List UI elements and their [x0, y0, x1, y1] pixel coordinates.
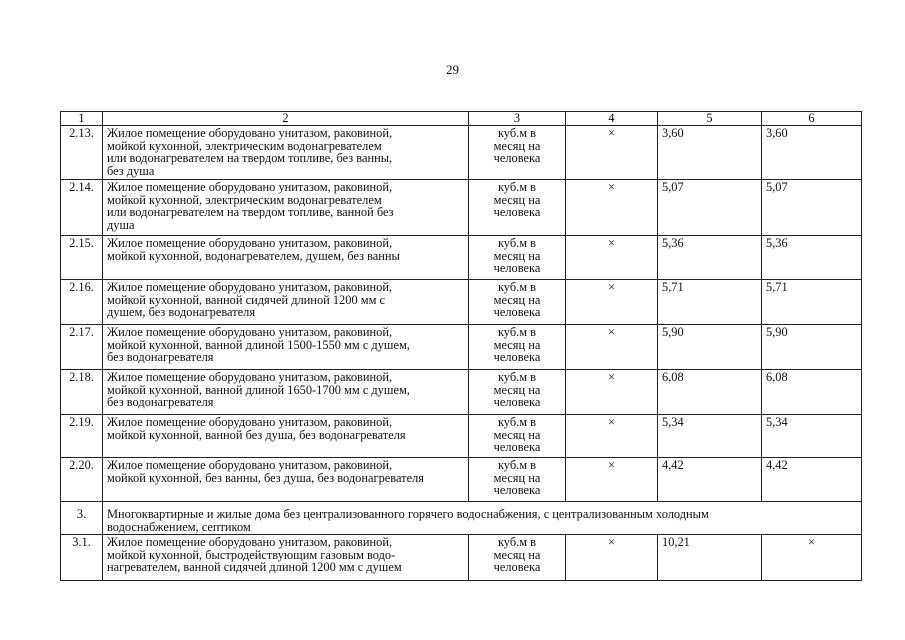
- row-col5-value-cell: 6,08: [658, 370, 762, 415]
- row-col6-value-cell: 5,71: [762, 280, 862, 325]
- description-line: Жилое помещение оборудовано унитазом, раковиной,: [107, 126, 393, 140]
- row-col4-cell: ×: [566, 535, 658, 581]
- row-number-cell: 2.18.: [61, 370, 103, 415]
- description-line: без водонагревателя: [107, 350, 214, 364]
- row-description-cell: [103, 535, 469, 581]
- header-cell-4: 4: [566, 112, 658, 126]
- table-row: [61, 180, 862, 236]
- row-unit-cell: [469, 236, 566, 280]
- table-row: [61, 370, 862, 415]
- unit-line: человека: [493, 350, 541, 364]
- row-col6-value-cell: 5,36: [762, 236, 862, 280]
- row-description-cell: [103, 370, 469, 415]
- unit-line: куб.м в: [497, 535, 537, 549]
- description-line: мойкой кухонной, ванной без душа, без водонагревателя: [107, 427, 406, 442]
- description-line: мойкой кухонной, ванной длиной 1650-1700 мм с душем,: [107, 382, 410, 397]
- row-description-cell: [103, 415, 469, 458]
- table-row: [61, 415, 862, 458]
- description-line: без водонагревателя: [107, 395, 214, 409]
- row-description-cell: [103, 325, 469, 370]
- description-line: Жилое помещение оборудовано унитазом, раковиной,: [107, 458, 393, 472]
- row-unit-cell: [469, 325, 566, 370]
- row-description-cell: [103, 236, 469, 280]
- page-number: 29: [446, 62, 459, 77]
- row-col5-value-cell: 5,07: [658, 180, 762, 236]
- description-line: душа: [107, 217, 135, 232]
- row-unit-cell: [469, 535, 566, 581]
- description-line: Жилое помещение оборудовано унитазом, раковиной,: [107, 236, 393, 250]
- unit-line: месяц на: [493, 470, 541, 485]
- table-header-row: [61, 112, 862, 126]
- section-title-line: водоснабжением, септиком: [107, 519, 251, 534]
- unit-line: куб.м в: [497, 370, 537, 384]
- unit-line: куб.м в: [497, 236, 537, 250]
- table-row: [61, 236, 862, 280]
- consumption-norms-table: [60, 111, 862, 581]
- description-line: или водонагревателем на твердом топливе, без ванны,: [107, 151, 393, 165]
- header-cell-1: 1: [61, 112, 103, 126]
- row-unit-cell: [469, 458, 566, 502]
- row-unit-cell: [469, 180, 566, 236]
- table-row: [61, 535, 862, 581]
- row-unit-cell: [469, 126, 566, 180]
- row-col4-cell: ×: [566, 458, 658, 502]
- unit-line: человека: [493, 151, 541, 165]
- row-number-cell: 2.16.: [61, 280, 103, 325]
- row-col4-cell: ×: [566, 325, 658, 370]
- description-line: Жилое помещение оборудовано унитазом, раковиной,: [107, 180, 393, 194]
- unit-line: куб.м в: [497, 325, 537, 339]
- unit-line: месяц на: [493, 427, 541, 442]
- unit-line: месяц на: [493, 192, 541, 207]
- section-title-line: Многоквартирные и жилые дома без централизованного горячего водоснабжения, с централизованным холодным: [107, 507, 709, 521]
- header-cell-5: 5: [658, 112, 762, 126]
- row-col5-value-cell: 5,34: [658, 415, 762, 458]
- row-col5-value-cell: 5,36: [658, 236, 762, 280]
- table-row: [61, 280, 862, 325]
- unit-line: человека: [493, 440, 541, 454]
- description-line: мойкой кухонной, электрическим водонагревателем: [107, 192, 382, 207]
- unit-line: куб.м в: [497, 415, 537, 429]
- row-col6-value-cell: 5,07: [762, 180, 862, 236]
- row-col5-value-cell: 10,21: [658, 535, 762, 581]
- header-cell-6: 6: [762, 112, 862, 126]
- section-row: [61, 502, 862, 535]
- unit-line: человека: [493, 205, 541, 219]
- section-number-cell: 3.: [61, 502, 103, 535]
- row-description-cell: [103, 126, 469, 180]
- row-col5-value-cell: 5,90: [658, 325, 762, 370]
- row-col6-value-cell: 6,08: [762, 370, 862, 415]
- row-number-cell: 2.19.: [61, 415, 103, 458]
- row-description-cell: [103, 458, 469, 502]
- unit-line: человека: [493, 305, 541, 319]
- row-col6-value-cell: 4,42: [762, 458, 862, 502]
- row-col4-cell: ×: [566, 370, 658, 415]
- description-line: или водонагревателем на твердом топливе, ванной без: [107, 205, 394, 219]
- row-unit-cell: [469, 415, 566, 458]
- description-line: мойкой кухонной, электрическим водонагревателем: [107, 138, 382, 153]
- row-col4-cell: ×: [566, 126, 658, 180]
- unit-line: человека: [493, 483, 541, 497]
- row-description-cell: [103, 280, 469, 325]
- row-col4-cell: ×: [566, 236, 658, 280]
- row-col5-value-cell: 5,71: [658, 280, 762, 325]
- unit-line: месяц на: [493, 547, 541, 562]
- row-unit-cell: [469, 280, 566, 325]
- table-row: [61, 458, 862, 502]
- description-line: нагревателем, ванной сидячей длиной 1200 мм с душем: [107, 560, 402, 574]
- row-col5-value-cell: 4,42: [658, 458, 762, 502]
- row-col6-value-cell: ×: [762, 535, 862, 581]
- header-cell-2: 2: [103, 112, 469, 126]
- unit-line: месяц на: [493, 138, 541, 153]
- unit-line: человека: [493, 395, 541, 409]
- unit-line: месяц на: [493, 337, 541, 352]
- description-line: мойкой кухонной, ванной сидячей длиной 1200 мм с: [107, 292, 386, 307]
- row-number-cell: 2.14.: [61, 180, 103, 236]
- unit-line: куб.м в: [497, 280, 537, 294]
- row-col4-cell: ×: [566, 415, 658, 458]
- description-line: без душа: [107, 163, 155, 178]
- unit-line: месяц на: [493, 292, 541, 307]
- row-number-cell: 2.13.: [61, 126, 103, 180]
- row-unit-cell: [469, 370, 566, 415]
- unit-line: человека: [493, 261, 541, 275]
- row-col6-value-cell: 5,34: [762, 415, 862, 458]
- description-line: мойкой кухонной, водонагревателем, душем, без ванны: [107, 248, 400, 263]
- description-line: душем, без водонагревателя: [107, 305, 256, 319]
- unit-line: месяц на: [493, 248, 541, 263]
- row-number-cell: 2.15.: [61, 236, 103, 280]
- unit-line: куб.м в: [497, 180, 537, 194]
- row-col5-value-cell: 3,60: [658, 126, 762, 180]
- description-line: мойкой кухонной, ванной длиной 1500-1550 мм с душем,: [107, 337, 410, 352]
- unit-line: куб.м в: [497, 458, 537, 472]
- row-col4-cell: ×: [566, 180, 658, 236]
- row-number-cell: 3.1.: [61, 535, 103, 581]
- unit-line: куб.м в: [497, 126, 537, 140]
- description-line: мойкой кухонной, быстродействующим газовым водо-: [107, 547, 396, 562]
- description-line: Жилое помещение оборудовано унитазом, раковиной,: [107, 280, 393, 294]
- description-line: Жилое помещение оборудовано унитазом, раковиной,: [107, 415, 393, 429]
- row-col6-value-cell: 5,90: [762, 325, 862, 370]
- description-line: Жилое помещение оборудовано унитазом, раковиной,: [107, 535, 393, 549]
- row-number-cell: 2.20.: [61, 458, 103, 502]
- unit-line: человека: [493, 560, 541, 574]
- description-line: Жилое помещение оборудовано унитазом, раковиной,: [107, 325, 393, 339]
- row-col6-value-cell: 3,60: [762, 126, 862, 180]
- row-number-cell: 2.17.: [61, 325, 103, 370]
- header-cell-3: 3: [469, 112, 566, 126]
- row-col4-cell: ×: [566, 280, 658, 325]
- section-title-cell: [103, 502, 862, 535]
- table-row: [61, 126, 862, 180]
- description-line: Жилое помещение оборудовано унитазом, раковиной,: [107, 370, 393, 384]
- row-description-cell: [103, 180, 469, 236]
- unit-line: месяц на: [493, 382, 541, 397]
- table-row: [61, 325, 862, 370]
- description-line: мойкой кухонной, без ванны, без душа, без водонагревателя: [107, 470, 424, 485]
